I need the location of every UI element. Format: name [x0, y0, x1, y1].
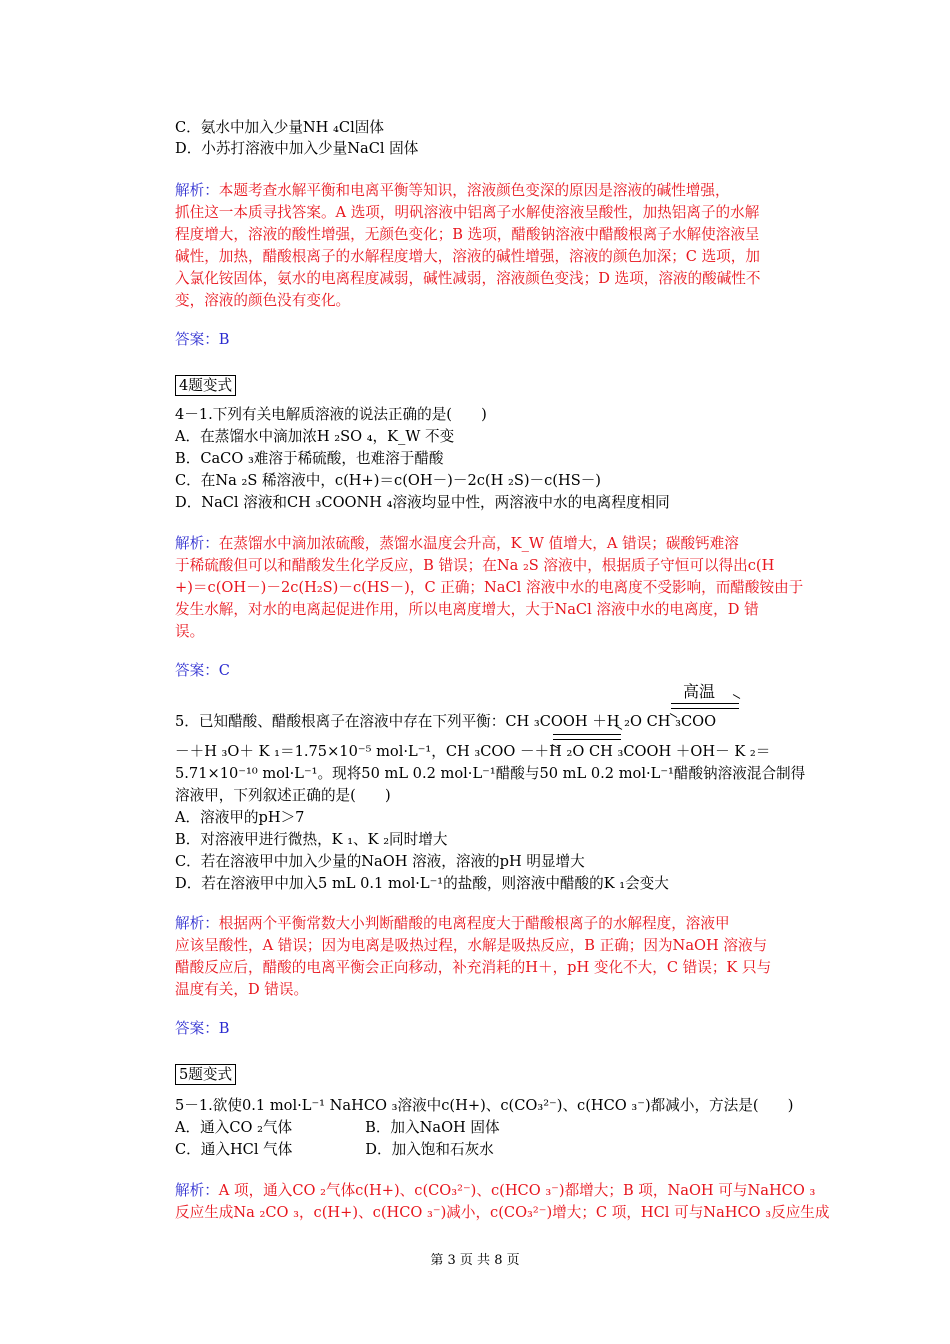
- line: 在蒸馏水中滴加浓硫酸，蒸馏水温度会升高，K_W 值增大，A 错误；碳酸钙难溶: [218, 535, 739, 552]
- question-line: 5.71×10⁻¹⁰ mol·L⁻¹。现将50 mL 0.2 mol·L⁻¹醋酸与50 mL 0.2 mol·L⁻¹醋酸钠溶液混合制得: [175, 765, 806, 782]
- line: A 项，通入CO ₂气体c(H+)、c(CO₃²⁻)、c(HCO ₃⁻)都增大；B 项，NaOH 可与NaHCO ₃: [218, 1182, 816, 1199]
- option-d: D．若在溶液甲中加入5 mL 0.1 mol·L⁻¹的盐酸，则溶液中醋酸的K ₁会变大: [175, 875, 669, 892]
- variant-box: 4题变式: [175, 375, 236, 396]
- question-line: 溶液甲，下列叙述正确的是( ): [175, 787, 391, 804]
- answer: 答案：C: [175, 662, 230, 679]
- line: D．小苏打溶液中加入少量NaCl 固体: [175, 140, 419, 157]
- question-stem: 5．已知醋酸、醋酸根离子在溶液中存在下列平衡：CH ₃COOH ＋H ₂O CH ₃COO: [175, 713, 717, 730]
- options-cd: C．通入HCl 气体 D．加入饱和石灰水: [175, 1141, 494, 1158]
- line: 醋酸反应后，醋酸的电离平衡会正向移动，补充消耗的H＋，pH 变化不大，C 错误；K 只与: [175, 959, 772, 976]
- equilibrium-condition-label: 高温: [683, 682, 716, 701]
- analysis-label: 解析：: [175, 535, 219, 552]
- answer: 答案：B: [175, 1020, 230, 1037]
- line: 根据两个平衡常数大小判断醋酸的电离程度大于醋酸根离子的水解程度，溶液甲: [218, 915, 730, 932]
- line: 变，溶液的颜色没有变化。: [175, 292, 351, 309]
- option-c: C．若在溶液甲中加入少量的NaOH 溶液，溶液的pH 明显增大: [175, 853, 585, 870]
- option-d: D．NaCl 溶液和CH ₃COONH ₄溶液均显中性，两溶液中水的电离程度相同: [175, 494, 670, 511]
- question-stem: 5－1.欲使0.1 mol·L⁻¹ NaHCO ₃溶液中c(H+)、c(CO₃²⁻)、c(HCO ₃⁻)都减小，方法是( ): [175, 1097, 794, 1114]
- option-a: A．在蒸馏水中滴加浓H ₂SO ₄，K_W 不变: [175, 428, 455, 445]
- line: 温度有关，D 错误。: [175, 981, 309, 998]
- answer: 答案：B: [175, 331, 230, 348]
- line: 于稀硫酸但可以和醋酸发生化学反应，B 错误；在Na ₂S 溶液中，根据质子守恒可以得出c(H: [175, 557, 775, 574]
- options-ab: A．通入CO ₂气体 B．加入NaOH 固体: [175, 1119, 500, 1136]
- variant-box: 5题变式: [175, 1064, 236, 1085]
- line: 应该呈酸性，A 错误；因为电离是吸热过程，水解是吸热反应，B 正确；因为NaOH 溶液与: [175, 937, 768, 954]
- page-footer: 第 3 页 共 8 页: [430, 1253, 520, 1268]
- line: 碱性，加热，醋酸根离子的水解程度增大，溶液的碱性增强，溶液的颜色加深；C 选项，加: [175, 248, 760, 265]
- question-line: －＋H ₃O＋ K ₁＝1.75×10⁻⁵ mol·L⁻¹，CH ₃COO －＋H ₂O CH ₃COOH ＋OH－ K ₂＝: [175, 743, 771, 760]
- option-a: A．溶液甲的pH＞7: [175, 809, 305, 826]
- line: 程度增大，溶液的酸性增强，无颜色变化；B 选项，醋酸钠溶液中醋酸根离子水解使溶液呈: [175, 226, 760, 243]
- option-b: B．对溶液甲进行微热，K ₁、K ₂同时增大: [175, 831, 448, 848]
- line: C．氨水中加入少量NH ₄Cl固体: [175, 119, 384, 136]
- line: 入氯化铵固体，氨水的电离程度减弱，碱性减弱，溶液颜色变浅；D 选项，溶液的酸碱性不: [175, 270, 761, 287]
- line: 反应生成Na ₂CO ₃，c(H+)、c(HCO ₃⁻)减小，c(CO₃²⁻)增大；C 项，HCl 可与NaHCO ₃反应生成: [175, 1204, 830, 1221]
- line: 发生水解，对水的电离起促进作用，所以电离度增大，大于NaCl 溶液中水的电离度，D 错: [175, 601, 759, 618]
- line: 抓住这一本质寻找答案。A 选项，明矾溶液中铝离子水解使溶液呈酸性，加热铝离子的水解: [175, 204, 760, 221]
- option-b: B．CaCO ₃难溶于稀硫酸，也难溶于醋酸: [175, 450, 444, 467]
- analysis-label: 解析：: [175, 1182, 219, 1199]
- line: 误。: [175, 623, 205, 640]
- option-c: C．在Na ₂S 稀溶液中，c(H+)＝c(OH－)－2c(H ₂S)－c(HS－): [175, 472, 601, 489]
- question-stem: 4－1.下列有关电解质溶液的说法正确的是( ): [175, 406, 487, 423]
- equilibrium-arrow-icon: [671, 703, 739, 711]
- analysis-label: 解析：: [175, 182, 219, 199]
- analysis-label: 解析：: [175, 915, 219, 932]
- line: 本题考查水解平衡和电离平衡等知识，溶液颜色变深的原因是溶液的碱性增强，: [218, 182, 730, 199]
- line: +)＝c(OH－)－2c(H₂S)－c(HS－)，C 正确；NaCl 溶液中水的电离度不受影响，而醋酸铵由于: [175, 579, 804, 596]
